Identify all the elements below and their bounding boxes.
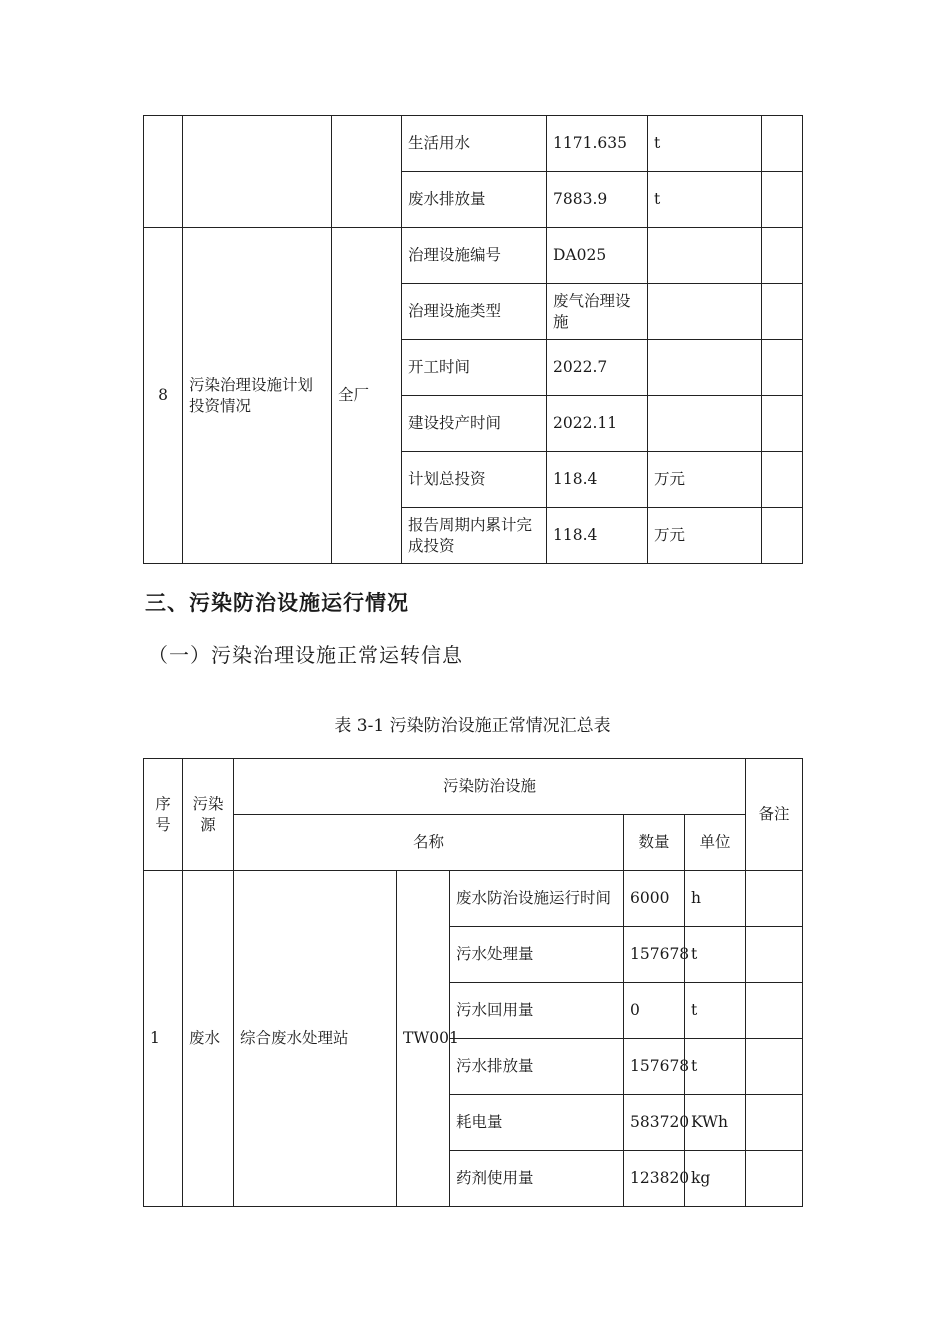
item-cell: 建设投产时间: [402, 396, 547, 452]
item-cell: 污水处理量: [450, 927, 624, 983]
table-caption: 表 3-1 污染防治设施正常情况汇总表: [334, 716, 611, 736]
header-seq: 序号: [144, 759, 183, 871]
investment-table: [143, 115, 803, 564]
item-cell: 开工时间: [402, 340, 547, 396]
table-row: [144, 228, 803, 284]
item-cell: 治理设施编号: [402, 228, 547, 284]
item-cell: 生活用水: [402, 116, 547, 172]
item-cell: 污水排放量: [450, 1039, 624, 1095]
header-name: 名称: [234, 815, 624, 871]
value-cell: 7883.9: [547, 172, 648, 228]
value-cell: DA025: [547, 228, 648, 284]
unit-cell: KWh: [685, 1095, 746, 1151]
unit-cell: t: [648, 172, 762, 228]
qty-cell: 583720: [624, 1095, 685, 1151]
item-cell: 废水防治设施运行时间: [450, 871, 624, 927]
header-remark: 备注: [746, 759, 803, 871]
item-cell: 治理设施类型: [402, 284, 547, 340]
value-cell: 1171.635: [547, 116, 648, 172]
unit-cell: [648, 396, 762, 452]
station-cell: 综合废水处理站: [234, 871, 397, 1207]
header-facility: 污染防治设施: [234, 759, 746, 815]
qty-cell: 6000: [624, 871, 685, 927]
qty-cell: 157678: [624, 1039, 685, 1095]
item-cell: 废水排放量: [402, 172, 547, 228]
code-cell: TW001: [397, 871, 450, 1207]
value-cell: 2022.7: [547, 340, 648, 396]
unit-cell: [648, 340, 762, 396]
value-cell: 废气治理设施: [547, 284, 648, 340]
header-source: 污染源: [183, 759, 234, 871]
unit-cell: kg: [685, 1151, 746, 1207]
header-row: [144, 815, 803, 871]
category-cell: 污染治理设施计划投资情况: [183, 228, 332, 564]
header-row: [144, 759, 803, 815]
item-cell: 药剂使用量: [450, 1151, 624, 1207]
seq-cell: 1: [144, 871, 183, 1207]
value-cell: 2022.11: [547, 396, 648, 452]
scope-cell: 全厂: [332, 228, 402, 564]
unit-cell: t: [685, 983, 746, 1039]
header-unit: 单位: [685, 815, 746, 871]
unit-cell: 万元: [648, 452, 762, 508]
unit-cell: t: [648, 116, 762, 172]
table-row: [144, 871, 803, 927]
unit-cell: t: [685, 927, 746, 983]
section-heading: 三、污染防治设施运行情况: [145, 591, 409, 615]
unit-cell: [648, 284, 762, 340]
item-cell: 计划总投资: [402, 452, 547, 508]
qty-cell: 157678: [624, 927, 685, 983]
facility-operation-table: [143, 758, 803, 1207]
header-qty: 数量: [624, 815, 685, 871]
unit-cell: h: [685, 871, 746, 927]
value-cell: 118.4: [547, 508, 648, 564]
table-row: [144, 116, 803, 172]
qty-cell: 123820: [624, 1151, 685, 1207]
value-cell: 118.4: [547, 452, 648, 508]
item-cell: 污水回用量: [450, 983, 624, 1039]
section-subheading: （一）污染治理设施正常运转信息: [148, 643, 463, 667]
unit-cell: t: [685, 1039, 746, 1095]
item-cell: 报告周期内累计完成投资: [402, 508, 547, 564]
unit-cell: [648, 228, 762, 284]
index-cell: 8: [144, 228, 183, 564]
item-cell: 耗电量: [450, 1095, 624, 1151]
unit-cell: 万元: [648, 508, 762, 564]
qty-cell: 0: [624, 983, 685, 1039]
source-cell: 废水: [183, 871, 234, 1207]
